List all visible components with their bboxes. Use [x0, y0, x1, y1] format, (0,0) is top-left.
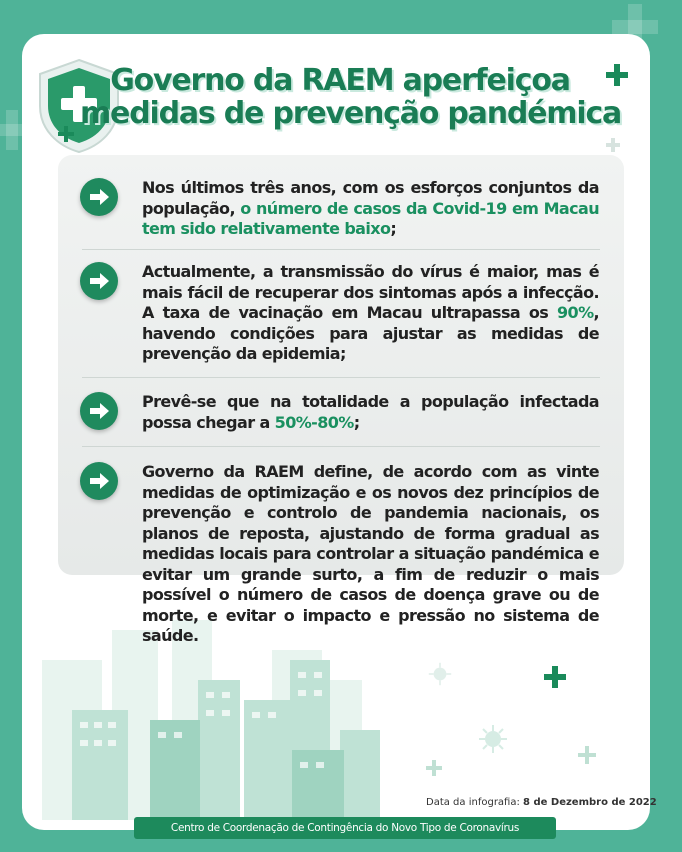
text-part: , havendo condições para ajustar as medidas de prevenção da epidemia;	[142, 303, 599, 363]
virus-icon	[478, 724, 508, 754]
list-item	[80, 388, 600, 438]
text-part: Prevê-se que na totalidade a população infectada possa chegar a	[142, 392, 599, 432]
text-highlight: 90%	[557, 303, 594, 322]
text-highlight: o número de casos da Covid-19 em Macau tem sido relativamente baixo	[142, 198, 599, 238]
divider	[82, 446, 600, 447]
date-label: Data da infografia:	[426, 797, 520, 808]
plus-icon	[544, 666, 566, 688]
footer-organization: Centro de Coordenação de Contingência do Novo Tipo de Coronavírus	[134, 817, 556, 839]
text-part: ;	[353, 412, 360, 432]
date-value: 8 de Dezembro de 2022	[523, 797, 657, 808]
divider	[82, 249, 600, 250]
plus-icon	[426, 760, 442, 776]
list-item-text	[142, 262, 599, 365]
list-item	[80, 174, 600, 244]
title-line-1: Governo da RAEM aperfeiçoa	[110, 63, 570, 98]
text-part: ;	[390, 219, 397, 238]
arrow-right-icon	[80, 392, 118, 430]
text-part: Governo da RAEM define, de acordo com as vinte medidas de optimização e os novos dez princípios de prevenção e controlo de pandemia nacionais, os planos de reposta, ajustando de forma gradual as medidas locais para controlar a situação pandémica e evitar um grande surto, a fim de reduzir o mais possível o número de casos de doença grave ou de morte, e evitar o impacto e pressão no sistema de saúde.	[142, 462, 599, 645]
list-item-text	[142, 462, 599, 647]
text-highlight: 50%-80%	[274, 412, 354, 432]
list-item	[80, 258, 600, 368]
divider	[82, 377, 600, 378]
plus-icon	[58, 126, 74, 142]
virus-icon	[428, 662, 452, 686]
background-cross	[612, 20, 658, 34]
arrow-right-icon	[80, 462, 118, 500]
list-item-text	[142, 178, 599, 240]
plus-icon	[606, 138, 620, 152]
title-line-2: medidas de prevenção pandémica	[80, 96, 622, 131]
list-item-text	[142, 392, 599, 433]
text-part: Nos últimos três anos, com os esforços conjuntos da população,	[142, 178, 599, 218]
list-item	[80, 458, 600, 658]
arrow-right-icon	[80, 178, 118, 216]
arrow-right-icon	[80, 262, 118, 300]
plus-icon	[578, 746, 596, 764]
plus-icon	[606, 64, 628, 86]
page-title	[80, 63, 622, 131]
infographic-date	[426, 797, 657, 808]
text-part: Actualmente, a transmissão do vírus é maior, mas é mais fácil de recuperar dos sintomas após a infecção. A taxa de vacinação em Macau ultrapassa os	[142, 262, 599, 322]
